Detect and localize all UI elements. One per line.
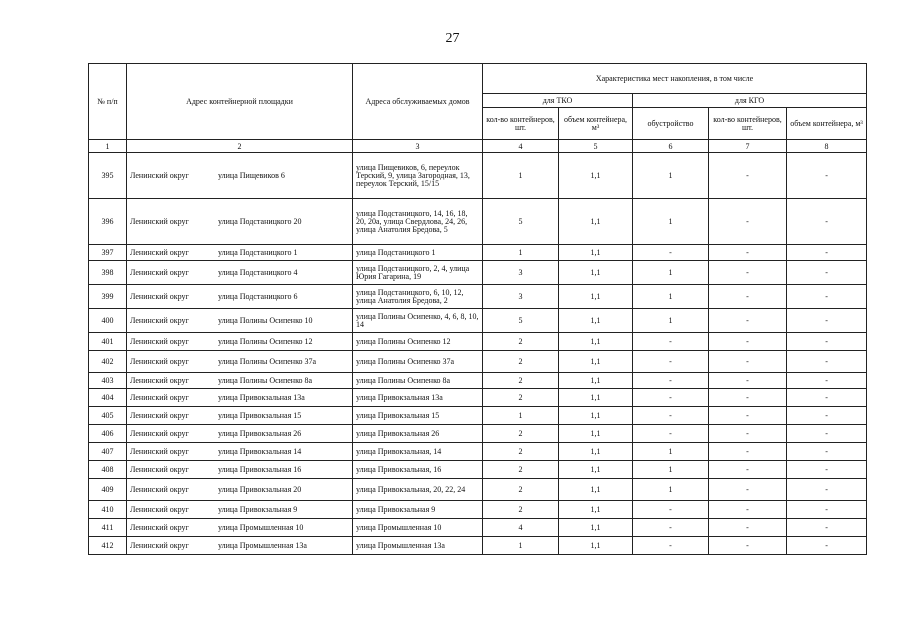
- column-number: 7: [709, 140, 787, 153]
- container-address: [127, 425, 353, 443]
- tko-volume: 1,1: [559, 261, 633, 285]
- tko-volume: 1,1: [559, 351, 633, 373]
- header-kgo-count: кол-во контейнеров, шт.: [709, 108, 787, 140]
- street-address: улица Полины Осипенко 12: [218, 337, 313, 346]
- district-name: Ленинский округ: [130, 316, 189, 325]
- kgo-count: -: [709, 199, 787, 245]
- container-address: [127, 351, 353, 373]
- served-houses: улица Полины Осипенко 8а: [353, 373, 483, 389]
- street-address: улица Промышленная 13а: [218, 541, 307, 550]
- tko-count: 2: [483, 443, 559, 461]
- district-name: Ленинский округ: [130, 447, 189, 456]
- table-header: [89, 64, 867, 153]
- district-name: Ленинский округ: [130, 411, 189, 420]
- tko-count: 5: [483, 309, 559, 333]
- tko-volume: 1,1: [559, 425, 633, 443]
- kgo-arrangement: -: [633, 389, 709, 407]
- table-row: [89, 199, 867, 245]
- kgo-arrangement: -: [633, 425, 709, 443]
- container-address: [127, 245, 353, 261]
- header-tko: для ТКО: [483, 94, 633, 108]
- header-no: № п/п: [89, 64, 127, 140]
- row-number: 398: [89, 261, 127, 285]
- row-number: 397: [89, 245, 127, 261]
- tko-volume: 1,1: [559, 309, 633, 333]
- column-number: 3: [353, 140, 483, 153]
- table-row: [89, 351, 867, 373]
- tko-volume: 1,1: [559, 443, 633, 461]
- district-name: Ленинский округ: [130, 393, 189, 402]
- row-number: 406: [89, 425, 127, 443]
- tko-volume: 1,1: [559, 389, 633, 407]
- kgo-volume: -: [787, 245, 867, 261]
- kgo-count: -: [709, 261, 787, 285]
- table-body: [89, 153, 867, 555]
- container-address: [127, 389, 353, 407]
- table-row: [89, 461, 867, 479]
- served-houses: улица Пищевиков, 6, переулок Терский, 9, улица Загородная, 13, переулок Терский, 15/15: [353, 153, 483, 199]
- kgo-volume: -: [787, 407, 867, 425]
- district-name: Ленинский округ: [130, 429, 189, 438]
- kgo-arrangement: 1: [633, 199, 709, 245]
- tko-count: 2: [483, 351, 559, 373]
- kgo-volume: -: [787, 309, 867, 333]
- tko-count: 1: [483, 407, 559, 425]
- tko-count: 5: [483, 199, 559, 245]
- served-houses: улица Привокзальная 15: [353, 407, 483, 425]
- table-row: [89, 285, 867, 309]
- district-name: Ленинский округ: [130, 465, 189, 474]
- table-row: [89, 443, 867, 461]
- kgo-count: -: [709, 309, 787, 333]
- column-number: 2: [127, 140, 353, 153]
- header-kgo-arrangement: обустройство: [633, 108, 709, 140]
- district-name: Ленинский округ: [130, 337, 189, 346]
- kgo-count: -: [709, 537, 787, 555]
- tko-count: 3: [483, 261, 559, 285]
- table-row: [89, 373, 867, 389]
- kgo-arrangement: 1: [633, 261, 709, 285]
- kgo-arrangement: 1: [633, 443, 709, 461]
- kgo-volume: -: [787, 461, 867, 479]
- tko-count: 2: [483, 479, 559, 501]
- kgo-count: -: [709, 245, 787, 261]
- district-name: Ленинский округ: [130, 217, 189, 226]
- tko-count: 2: [483, 389, 559, 407]
- container-address: [127, 285, 353, 309]
- kgo-volume: -: [787, 153, 867, 199]
- row-number: 411: [89, 519, 127, 537]
- served-houses: улица Привокзальная, 16: [353, 461, 483, 479]
- tko-volume: 1,1: [559, 199, 633, 245]
- kgo-volume: -: [787, 501, 867, 519]
- kgo-arrangement: 1: [633, 153, 709, 199]
- kgo-count: -: [709, 479, 787, 501]
- kgo-volume: -: [787, 199, 867, 245]
- tko-count: 2: [483, 333, 559, 351]
- kgo-count: -: [709, 425, 787, 443]
- street-address: улица Пищевиков 6: [218, 171, 285, 180]
- table-row: [89, 407, 867, 425]
- kgo-count: -: [709, 153, 787, 199]
- street-address: улица Привокзальная 14: [218, 447, 302, 456]
- header-container-address: Адрес контейнерной площадки: [127, 64, 353, 140]
- tko-count: 4: [483, 519, 559, 537]
- kgo-count: -: [709, 333, 787, 351]
- container-address: [127, 153, 353, 199]
- page-number: 27: [445, 31, 460, 46]
- header-characteristics: Характеристика мест накопления, в том числе: [483, 64, 867, 94]
- row-number: 407: [89, 443, 127, 461]
- kgo-count: -: [709, 519, 787, 537]
- tko-count: 1: [483, 537, 559, 555]
- container-sites-table: [88, 63, 867, 555]
- district-name: Ленинский округ: [130, 505, 189, 514]
- served-houses: улица Подстаницкого, 14, 16, 18, 20, 20а, улица Свердлова, 24, 26, улица Анатолия Бредова, 5: [353, 199, 483, 245]
- kgo-arrangement: -: [633, 519, 709, 537]
- district-name: Ленинский округ: [130, 485, 189, 494]
- tko-volume: 1,1: [559, 537, 633, 555]
- header-tko-count: кол-во контейнеров, шт.: [483, 108, 559, 140]
- kgo-count: -: [709, 443, 787, 461]
- street-address: улица Подстаницкого 6: [218, 292, 298, 301]
- street-address: улица Полины Осипенко 8а: [218, 376, 313, 385]
- container-address: [127, 479, 353, 501]
- header-served-houses: Адреса обслуживаемых домов: [353, 64, 483, 140]
- row-number: 404: [89, 389, 127, 407]
- table-row: [89, 425, 867, 443]
- table-row: [89, 153, 867, 199]
- tko-volume: 1,1: [559, 461, 633, 479]
- tko-volume: 1,1: [559, 501, 633, 519]
- street-address: улица Привокзальная 16: [218, 465, 302, 474]
- kgo-arrangement: -: [633, 333, 709, 351]
- container-address: [127, 407, 353, 425]
- kgo-count: -: [709, 285, 787, 309]
- kgo-volume: -: [787, 443, 867, 461]
- street-address: улица Привокзальная 9: [218, 505, 298, 514]
- tko-volume: 1,1: [559, 479, 633, 501]
- container-address: [127, 519, 353, 537]
- served-houses: улица Подстаницкого, 2, 4, улица Юрия Гагарина, 19: [353, 261, 483, 285]
- kgo-volume: -: [787, 261, 867, 285]
- served-houses: улица Привокзальная 26: [353, 425, 483, 443]
- table-row: [89, 479, 867, 501]
- table-row: [89, 389, 867, 407]
- kgo-volume: -: [787, 389, 867, 407]
- kgo-count: -: [709, 407, 787, 425]
- tko-volume: 1,1: [559, 373, 633, 389]
- street-address: улица Привокзальная 15: [218, 411, 302, 420]
- container-address: [127, 373, 353, 389]
- served-houses: улица Подстаницкого 1: [353, 245, 483, 261]
- tko-count: 2: [483, 461, 559, 479]
- kgo-volume: -: [787, 285, 867, 309]
- served-houses: улица Привокзальная 13а: [353, 389, 483, 407]
- served-houses: улица Привокзальная 9: [353, 501, 483, 519]
- row-number: 412: [89, 537, 127, 555]
- street-address: улица Подстаницкого 1: [218, 248, 298, 257]
- tko-count: 2: [483, 373, 559, 389]
- container-address: [127, 443, 353, 461]
- row-number: 403: [89, 373, 127, 389]
- table-row: [89, 261, 867, 285]
- served-houses: улица Подстаницкого, 6, 10, 12, улица Анатолия Бредова, 2: [353, 285, 483, 309]
- tko-volume: 1,1: [559, 153, 633, 199]
- kgo-volume: -: [787, 519, 867, 537]
- tko-count: 2: [483, 425, 559, 443]
- table-row: [89, 245, 867, 261]
- street-address: улица Полины Осипенко 37а: [218, 357, 317, 366]
- district-name: Ленинский округ: [130, 268, 189, 277]
- header-kgo: для КГО: [633, 94, 867, 108]
- table-row: [89, 537, 867, 555]
- container-address: [127, 261, 353, 285]
- row-number: 399: [89, 285, 127, 309]
- column-numbers-row: [89, 140, 867, 153]
- kgo-arrangement: -: [633, 245, 709, 261]
- row-number: 408: [89, 461, 127, 479]
- header-kgo-volume: объем контейнера, м³: [787, 108, 867, 140]
- container-address: [127, 199, 353, 245]
- kgo-arrangement: -: [633, 351, 709, 373]
- row-number: 402: [89, 351, 127, 373]
- served-houses: улица Привокзальная, 14: [353, 443, 483, 461]
- tko-volume: 1,1: [559, 285, 633, 309]
- kgo-count: -: [709, 501, 787, 519]
- served-houses: улица Полины Осипенко, 4, 6, 8, 10, 14: [353, 309, 483, 333]
- kgo-volume: -: [787, 537, 867, 555]
- row-number: 405: [89, 407, 127, 425]
- tko-volume: 1,1: [559, 245, 633, 261]
- tko-count: 3: [483, 285, 559, 309]
- street-address: улица Подстаницкого 4: [218, 268, 298, 277]
- served-houses: улица Полины Осипенко 12: [353, 333, 483, 351]
- container-address: [127, 333, 353, 351]
- row-number: 409: [89, 479, 127, 501]
- served-houses: улица Промышленная 13а: [353, 537, 483, 555]
- row-number: 396: [89, 199, 127, 245]
- district-name: Ленинский округ: [130, 171, 189, 180]
- street-address: улица Промышленная 10: [218, 523, 304, 532]
- column-number: 5: [559, 140, 633, 153]
- table-row: [89, 501, 867, 519]
- district-name: Ленинский округ: [130, 541, 189, 550]
- kgo-count: -: [709, 389, 787, 407]
- kgo-arrangement: 1: [633, 285, 709, 309]
- kgo-arrangement: 1: [633, 461, 709, 479]
- table-row: [89, 519, 867, 537]
- tko-volume: 1,1: [559, 519, 633, 537]
- kgo-count: -: [709, 461, 787, 479]
- district-name: Ленинский округ: [130, 292, 189, 301]
- tko-volume: 1,1: [559, 333, 633, 351]
- table-row: [89, 333, 867, 351]
- street-address: улица Привокзальная 20: [218, 485, 302, 494]
- container-address: [127, 537, 353, 555]
- tko-count: 1: [483, 245, 559, 261]
- kgo-count: -: [709, 373, 787, 389]
- district-name: Ленинский округ: [130, 523, 189, 532]
- column-number: 1: [89, 140, 127, 153]
- kgo-arrangement: -: [633, 501, 709, 519]
- kgo-volume: -: [787, 333, 867, 351]
- kgo-arrangement: 1: [633, 309, 709, 333]
- header-tko-volume: объем контейнера, м³: [559, 108, 633, 140]
- kgo-arrangement: -: [633, 407, 709, 425]
- tko-count: 1: [483, 153, 559, 199]
- district-name: Ленинский округ: [130, 248, 189, 257]
- street-address: улица Привокзальная 13а: [218, 393, 305, 402]
- served-houses: улица Привокзальная, 20, 22, 24: [353, 479, 483, 501]
- district-name: Ленинский округ: [130, 376, 189, 385]
- kgo-volume: -: [787, 351, 867, 373]
- table-row: [89, 309, 867, 333]
- kgo-volume: -: [787, 425, 867, 443]
- street-address: улица Привокзальная 26: [218, 429, 302, 438]
- container-address: [127, 309, 353, 333]
- column-number: 4: [483, 140, 559, 153]
- kgo-arrangement: -: [633, 373, 709, 389]
- street-address: улица Подстаницкого 20: [218, 217, 302, 226]
- column-number: 8: [787, 140, 867, 153]
- tko-volume: 1,1: [559, 407, 633, 425]
- district-name: Ленинский округ: [130, 357, 189, 366]
- container-address: [127, 501, 353, 519]
- kgo-volume: -: [787, 479, 867, 501]
- kgo-arrangement: 1: [633, 479, 709, 501]
- row-number: 400: [89, 309, 127, 333]
- row-number: 395: [89, 153, 127, 199]
- kgo-arrangement: -: [633, 537, 709, 555]
- street-address: улица Полины Осипенко 10: [218, 316, 313, 325]
- kgo-count: -: [709, 351, 787, 373]
- tko-count: 2: [483, 501, 559, 519]
- served-houses: улица Промышленная 10: [353, 519, 483, 537]
- kgo-volume: -: [787, 373, 867, 389]
- container-address: [127, 461, 353, 479]
- column-number: 6: [633, 140, 709, 153]
- row-number: 410: [89, 501, 127, 519]
- row-number: 401: [89, 333, 127, 351]
- served-houses: улица Полины Осипенко 37а: [353, 351, 483, 373]
